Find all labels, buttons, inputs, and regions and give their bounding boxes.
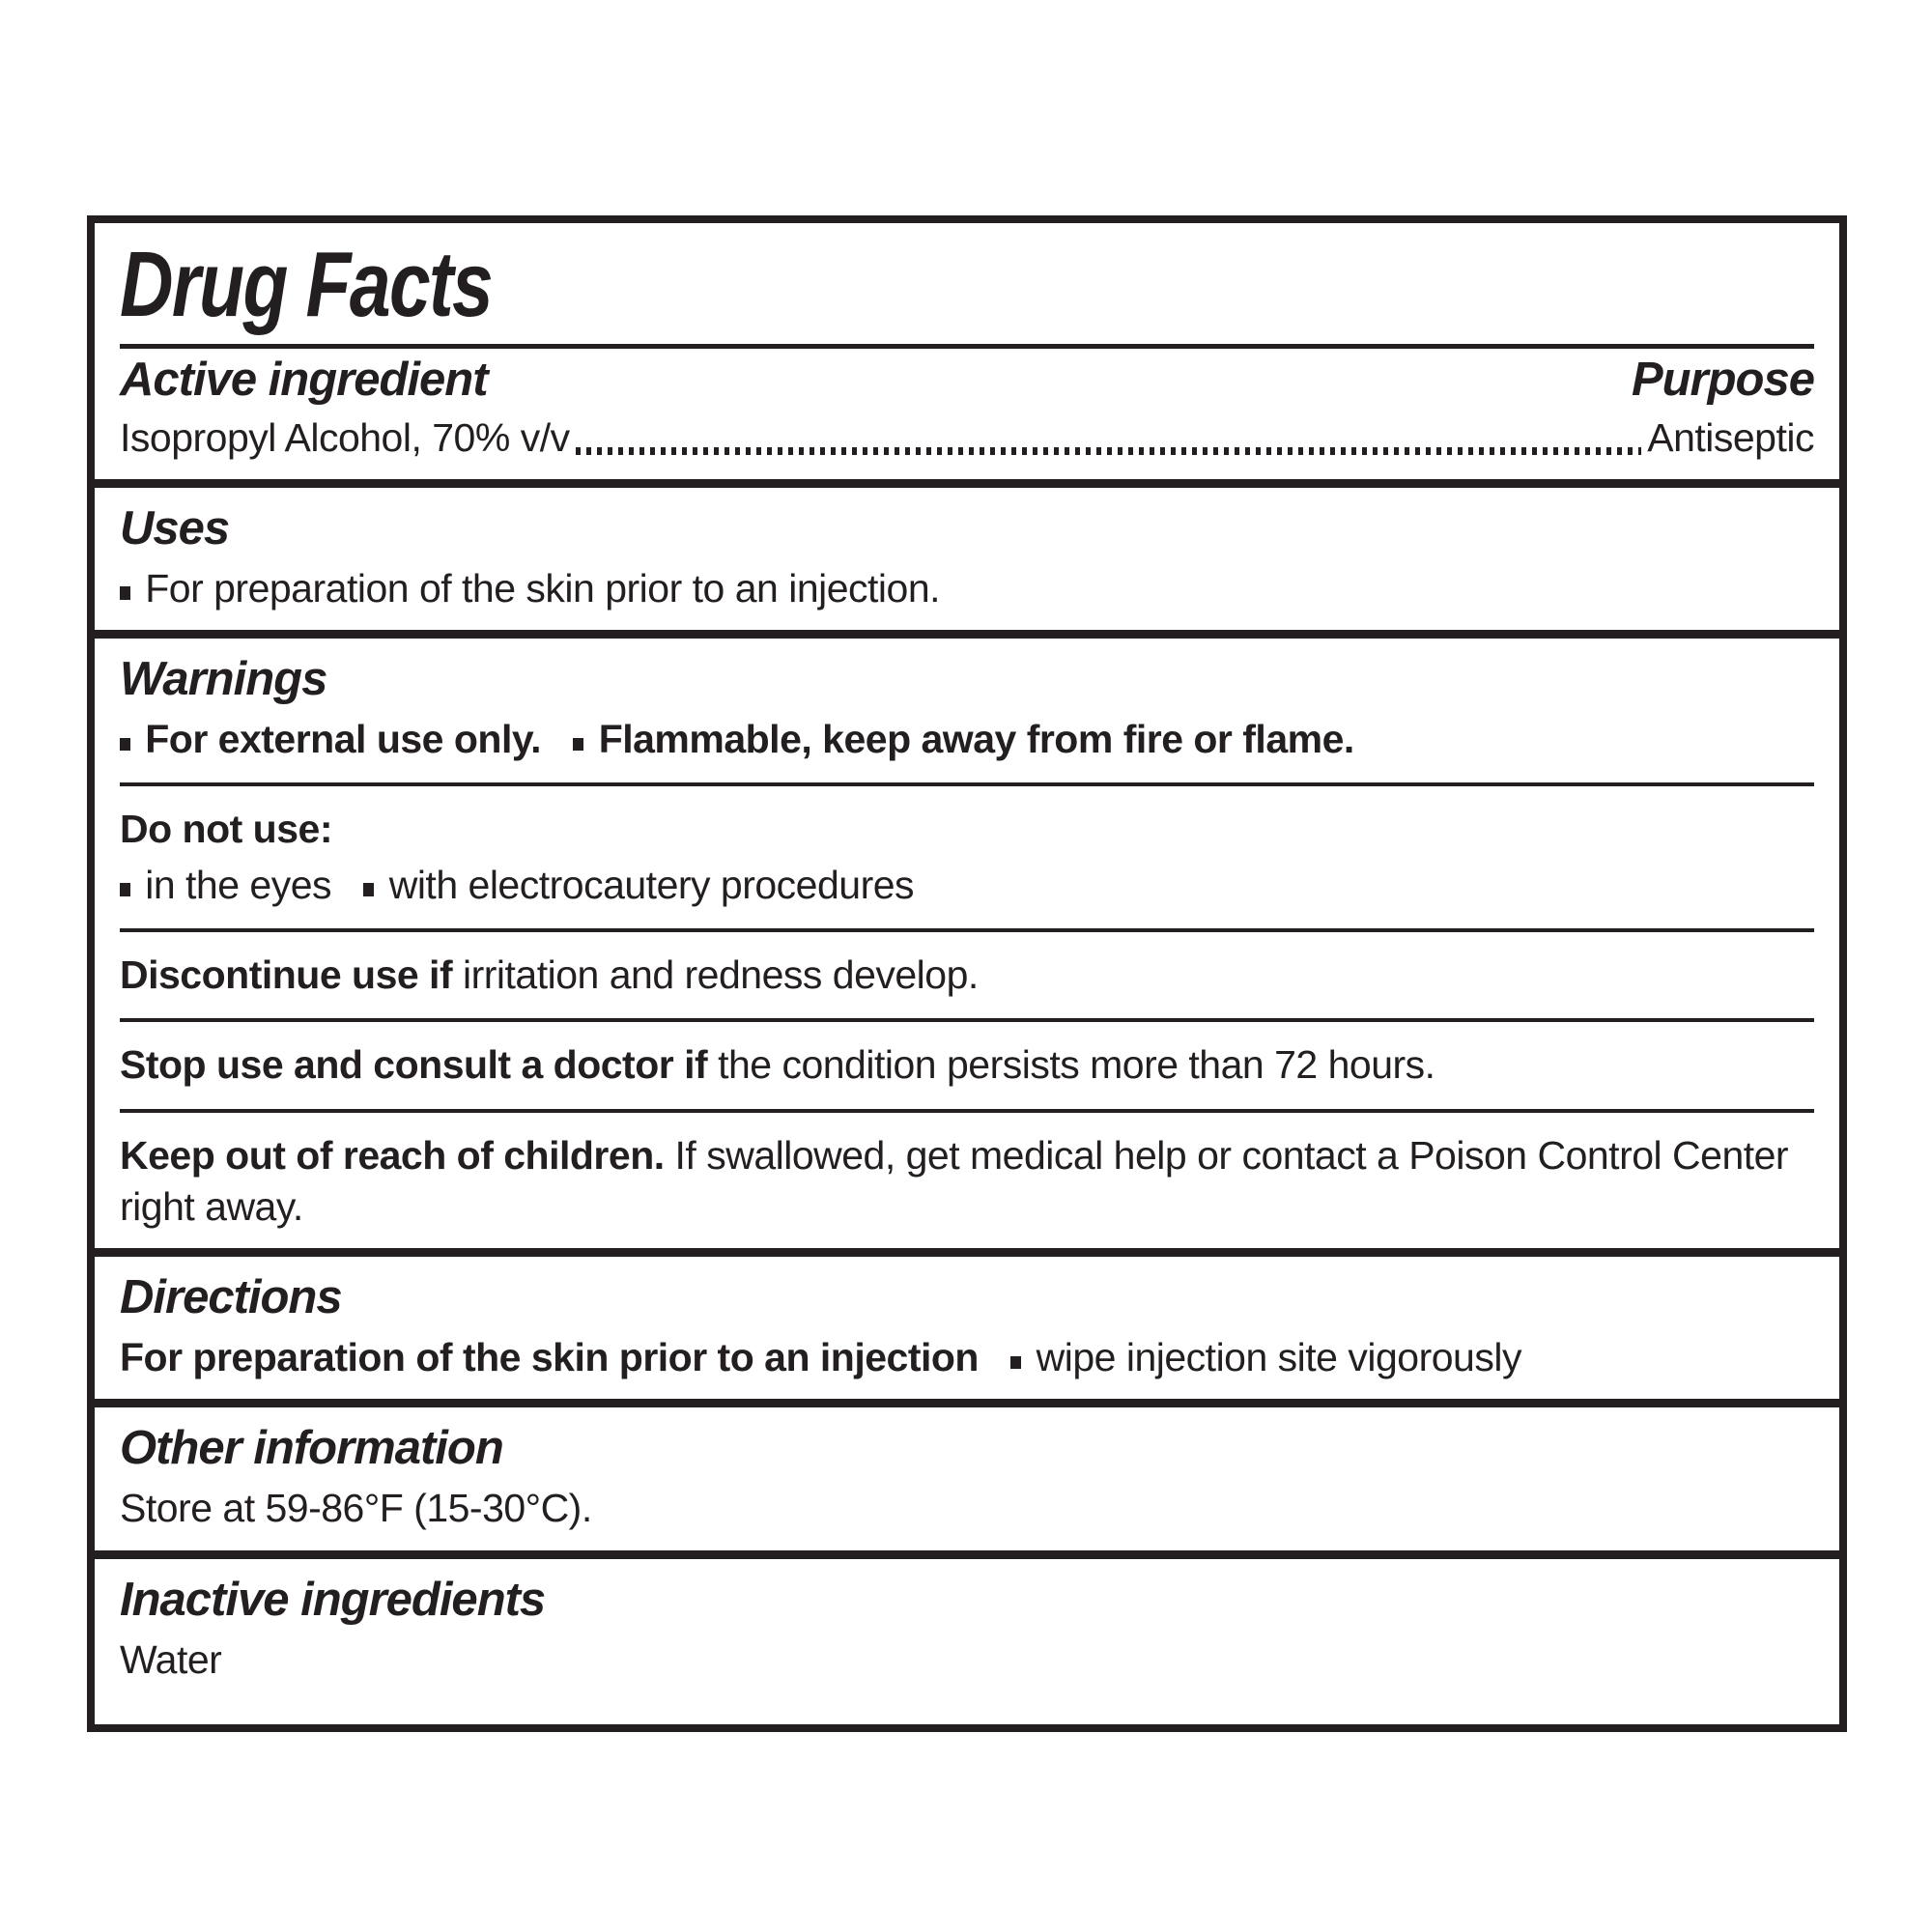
discontinue-block bbox=[120, 950, 1814, 1001]
bullet-icon bbox=[120, 883, 130, 896]
do-not-use-block bbox=[120, 804, 1814, 911]
keep-out-block bbox=[120, 1130, 1814, 1234]
directions-lead: For preparation of the skin prior to an injection bbox=[120, 1335, 979, 1380]
bullet-icon bbox=[1010, 1356, 1021, 1370]
section-other-information bbox=[95, 1399, 1839, 1549]
discontinue-text: irritation and redness develop. bbox=[463, 952, 979, 998]
other-information-heading: Other information bbox=[120, 1422, 503, 1475]
stop-use-text: the condition persists more than 72 hours. bbox=[718, 1042, 1435, 1088]
drug-facts-title: Drug Facts bbox=[120, 233, 493, 336]
warnings-divider bbox=[120, 928, 1814, 932]
section-uses bbox=[95, 479, 1839, 630]
uses-item: For preparation of the skin prior to an injection. bbox=[120, 563, 1814, 614]
section-directions bbox=[95, 1248, 1839, 1399]
active-ingredient-header-row bbox=[120, 349, 1814, 407]
stop-use-lead: Stop use and consult a doctor if bbox=[120, 1042, 708, 1088]
dotted-leader bbox=[576, 447, 1642, 455]
warnings-divider bbox=[120, 1109, 1814, 1113]
purpose-value: Antiseptic bbox=[1647, 414, 1814, 460]
directions-text: wipe injection site vigorously bbox=[1036, 1335, 1521, 1380]
purpose-heading: Purpose bbox=[1631, 353, 1814, 406]
bullet-icon bbox=[363, 883, 374, 896]
do-not-use-lead: Do not use: bbox=[120, 807, 332, 852]
stop-use-block bbox=[120, 1039, 1814, 1091]
warnings-divider bbox=[120, 782, 1814, 786]
active-ingredient-name: Isopropyl Alcohol, 70% v/v bbox=[120, 414, 570, 460]
section-title-active bbox=[95, 223, 1839, 479]
discontinue-lead: Discontinue use if bbox=[120, 952, 453, 998]
section-warnings bbox=[95, 630, 1839, 1248]
do-not-use-items: in the eyes with electrocautery procedures bbox=[120, 860, 1814, 911]
warnings-bullets-row: For external use only. Flammable, keep away from fire or flame. bbox=[120, 714, 1814, 765]
directions-heading: Directions bbox=[120, 1271, 342, 1324]
warnings-heading: Warnings bbox=[120, 653, 327, 706]
active-ingredient-heading: Active ingredient bbox=[120, 353, 488, 406]
bullet-icon bbox=[120, 586, 130, 600]
warnings-divider bbox=[120, 1018, 1814, 1022]
bullet-icon bbox=[573, 738, 583, 752]
other-information-text: Store at 59-86°F (15-30°C). bbox=[120, 1486, 592, 1531]
directions-row bbox=[120, 1332, 1814, 1383]
keep-out-lead: Keep out of reach of children. bbox=[120, 1132, 665, 1178]
inactive-ingredients-text: Water bbox=[120, 1636, 222, 1682]
bullet-icon bbox=[120, 738, 130, 752]
drug-facts-label-box bbox=[87, 215, 1847, 1732]
uses-heading: Uses bbox=[120, 502, 230, 555]
inactive-ingredients-heading: Inactive ingredients bbox=[120, 1573, 546, 1626]
keep-out-text: If swallowed, get medical help or contact a Poison Control Center right away. bbox=[120, 1132, 1789, 1229]
active-ingredient-row bbox=[120, 412, 1814, 464]
section-inactive-ingredients bbox=[95, 1550, 1839, 1724]
